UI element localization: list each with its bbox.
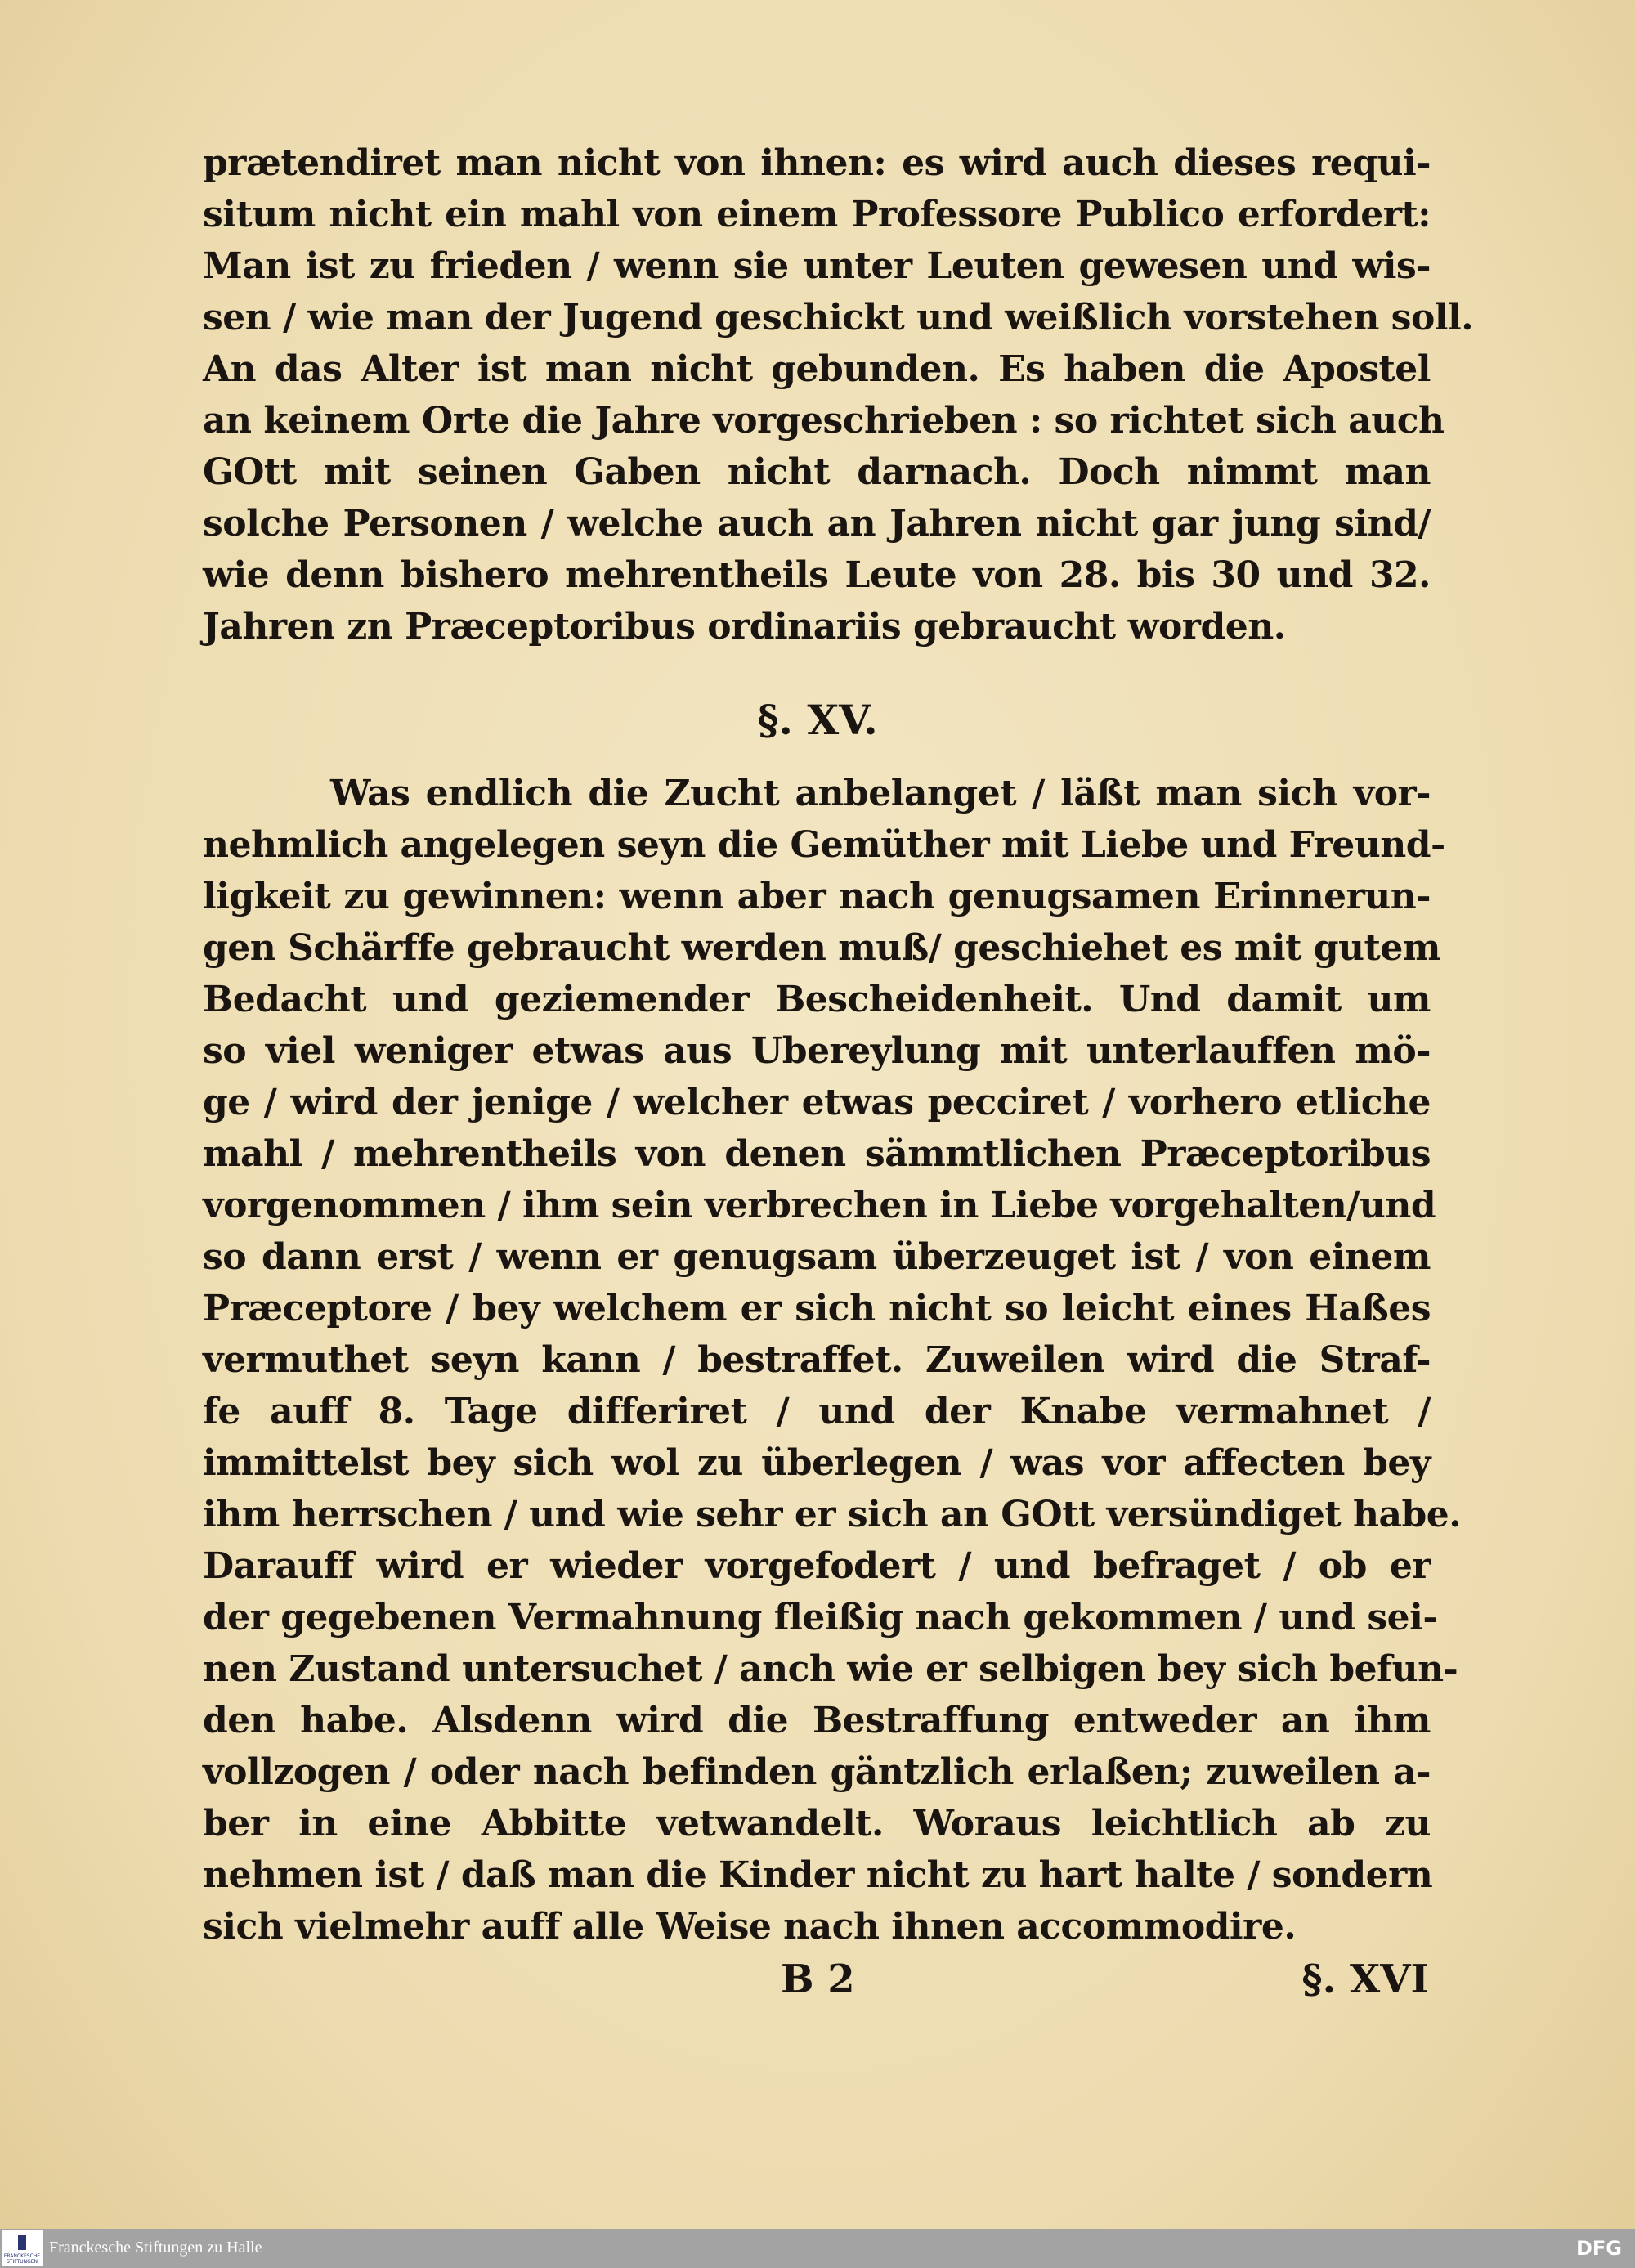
text-line: vorgenommen / ihm sein verbrechen in Liebe vorgehalten/und bbox=[203, 1185, 1436, 1226]
text-line: mahl / mehrentheils von denen sämmtlichen Præceptoribus bbox=[203, 1133, 1431, 1175]
text-line: an keinem Orte die Jahre vorgeschrieben : so richtet sich auch bbox=[203, 400, 1445, 441]
institution-logo[interactable] bbox=[2, 2230, 43, 2266]
text-line: gen Schärffe gebraucht werden muß/ geschiehet es mit gutem bbox=[203, 927, 1440, 969]
text-line: ihm herrschen / und wie sehr er sich an GOtt versündiget habe. bbox=[203, 1494, 1462, 1535]
text-line: nehmlich angelegen seyn die Gemüther mit Liebe und Freund- bbox=[203, 824, 1445, 866]
catchword: §. XVI bbox=[1301, 1956, 1429, 2002]
text-line: ber in eine Abbitte vetwandelt. Woraus leichtlich ab zu bbox=[203, 1803, 1431, 1844]
text-line: ligkeit zu gewinnen: wenn aber nach genugsamen Erinnerun- bbox=[203, 876, 1431, 917]
text-line: sen / wie man der Jugend geschickt und weißlich vorstehen soll. bbox=[203, 297, 1474, 338]
text-line: nen Zustand untersuchet / anch wie er selbigen bey sich befun- bbox=[203, 1648, 1458, 1690]
dfg-logo[interactable]: DFG bbox=[1575, 2237, 1622, 2260]
text-line: solche Personen / welche auch an Jahren nicht gar jung sind/ bbox=[203, 503, 1431, 545]
text-line: sich vielmehr auff alle Weise nach ihnen accommodire. bbox=[203, 1906, 1297, 1948]
text-line: Was endlich die Zucht anbelanget / läßt man sich vor- bbox=[330, 773, 1431, 814]
text-line: Bedacht und geziemender Bescheidenheit. Und damit um bbox=[203, 979, 1431, 1020]
text-line: GOtt mit seinen Gaben nicht darnach. Doch nimmt man bbox=[203, 451, 1431, 493]
text-line: der gegebenen Vermahnung fleißig nach gekommen / und sei- bbox=[203, 1597, 1438, 1638]
text-line: nehmen ist / daß man die Kinder nicht zu hart halte / sondern bbox=[203, 1854, 1433, 1896]
text-line: situm nicht ein mahl von einem Professore Publico erfordert: bbox=[203, 194, 1431, 235]
text-line: vollzogen / oder nach befinden gäntzlich erlaßen; zuweilen a- bbox=[203, 1751, 1431, 1793]
text-line: Darauff wird er wieder vorgefodert / und befraget / ob er bbox=[203, 1545, 1431, 1587]
text-line: wie denn bishero mehrentheils Leute von 28. bis 30 und 32. bbox=[203, 554, 1431, 596]
text-line: prætendiret man nicht von ihnen: es wird auch dieses requi- bbox=[203, 142, 1431, 184]
text-line: Man ist zu frieden / wenn sie unter Leuten gewesen und wis- bbox=[203, 245, 1431, 287]
text-line: den habe. Alsdenn wird die Bestraffung entweder an ihm bbox=[203, 1700, 1431, 1741]
section-heading: §. XV. bbox=[757, 696, 878, 744]
text-line: fe auff 8. Tage differiret / und der Knabe vermahnet / bbox=[203, 1391, 1431, 1432]
text-line: immittelst bey sich wol zu überlegen / was vor affecten bey bbox=[203, 1442, 1431, 1484]
footer-bar bbox=[0, 2229, 1635, 2268]
text-line: Præceptore / bey welchem er sich nicht so leicht eines Haßes bbox=[203, 1288, 1431, 1329]
text-line: so dann erst / wenn er genugsam überzeuget ist / von einem bbox=[203, 1236, 1431, 1278]
text-line: An das Alter ist man nicht gebunden. Es haben die Apostel bbox=[203, 348, 1431, 390]
logo-figure-icon bbox=[18, 2235, 26, 2250]
text-line: vermuthet seyn kann / bestraffet. Zuweilen wird die Straf- bbox=[203, 1339, 1431, 1381]
text-line: so viel weniger etwas aus Ubereylung mit unterlauffen mö- bbox=[203, 1030, 1431, 1072]
logo-caption: FRANCKESCHE STIFTUNGEN bbox=[3, 2253, 41, 2265]
text-line: ge / wird der jenige / welcher etwas pecciret / vorhero etliche bbox=[203, 1082, 1431, 1123]
institution-name[interactable]: Franckesche Stiftungen zu Halle bbox=[49, 2239, 262, 2257]
text-line: Jahren zn Præceptoribus ordinariis gebraucht worden. bbox=[203, 606, 1286, 648]
signature-mark: B 2 bbox=[781, 1956, 855, 2002]
